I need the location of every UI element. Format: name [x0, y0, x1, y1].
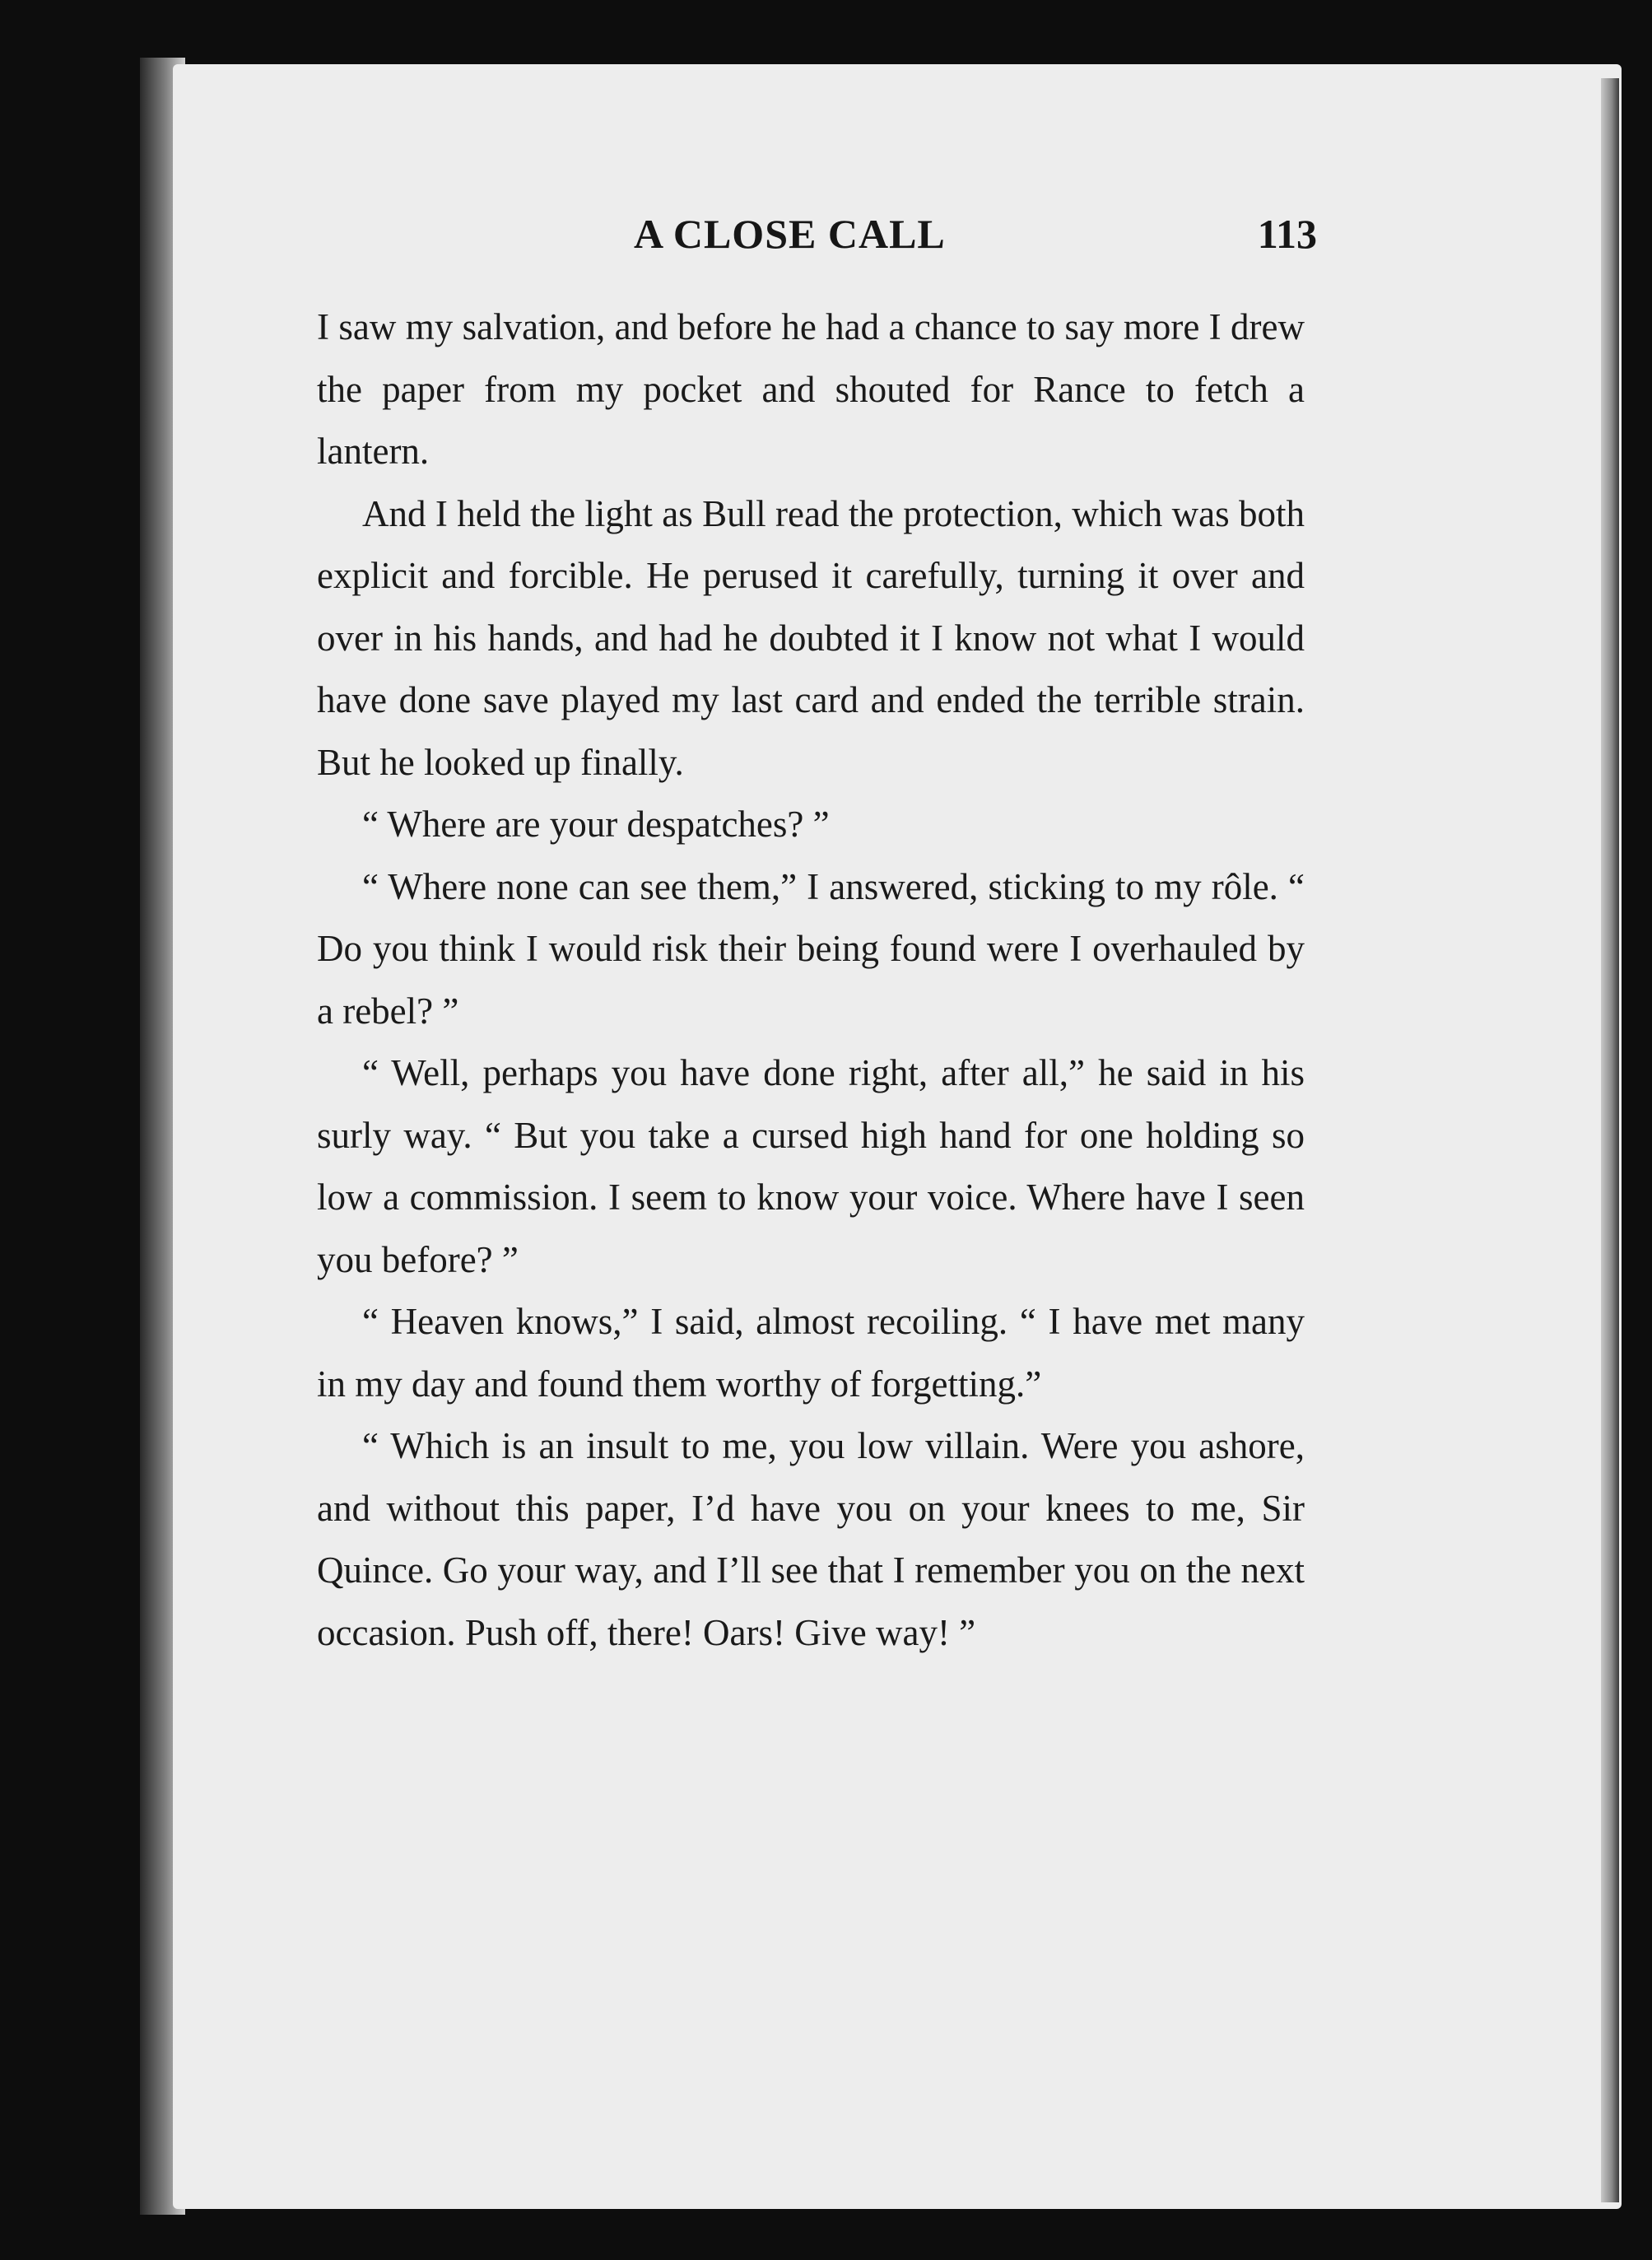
body-text [317, 296, 1305, 1664]
paragraph: “ Heaven knows,” I said, almost recoiling. “ I have met many in my day and found them worthy of forgetting.” [317, 1301, 1305, 1405]
paragraph: I saw my salvation, and before he had a chance to say more I drew the paper from my pocket and shouted for Rance to fetch a lantern. [317, 306, 1305, 472]
paragraph: “ Well, perhaps you have done right, after all,” he said in his surly way. “ But you take a cursed high hand for one holding so low a commission. I seem to know your voice. Where have I seen you before? ” [317, 1052, 1305, 1280]
running-head [634, 210, 1317, 268]
paragraph: “ Which is an insult to me, you low villain. Were you ashore, and without this paper, I’d have you on your knees to me, Sir Quince. Go your way, and I’ll see that I remember you on the next occasion. Push off, there! Oars! Give way! ” [317, 1425, 1305, 1653]
paragraph: “ Where none can see them,” I answered, sticking to my rôle. “ Do you think I would risk their being found were I overhauled by a rebel? ” [317, 865, 1305, 1032]
paragraph: “ Where are your despatches? ” [362, 804, 830, 845]
page-edge [1601, 78, 1619, 2202]
paragraph: And I held the light as Bull read the protection, which was both explicit and forcible. He perused it carefully, turning it over and over in his hands, and had he doubted it I know not what I would have done save played my last card and ended the terrible strain. But he looked up finally. [317, 492, 1305, 783]
page-number: 113 [1257, 211, 1317, 257]
chapter-title: A CLOSE CALL [634, 211, 946, 257]
